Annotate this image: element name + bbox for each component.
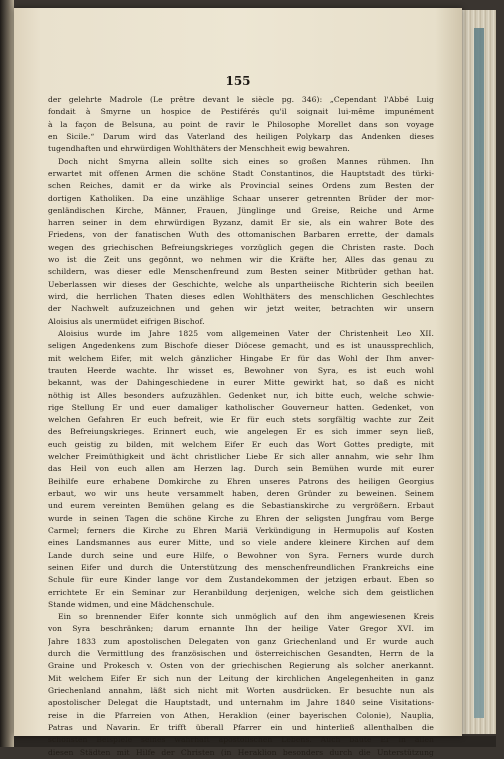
text-line: Lande durch seine und eure Hilfe, o Bewohner von Syra. Ferners wurde durch xyxy=(48,550,434,560)
text-line: welcher Freimüthigkeit und ächt christlicher Liebe Er sich aller annahm, wie sehr Ihm xyxy=(48,452,434,462)
text-line: Schule für eure Kinder lange vor dem Zustandekommen der jetzigen erbaut. Eben so xyxy=(48,575,434,585)
text-line: Carmel; ferners die Kirche zu Ehren Mariä Verkündigung in Hermupolis auf Kosten xyxy=(48,525,434,535)
book-cover-edge xyxy=(474,28,484,718)
text-line: schen Reiches, damit er da wirke als Provincial seines Ordens zum Besten der xyxy=(48,181,434,191)
text-line: Friedens, von der fanatischen Wuth des ottomanischen Barbaren errette, der damals xyxy=(48,230,434,240)
text-line: wegen des griechischen Befreiungskrieges vorzüglich gegen die Christen raste. Doch xyxy=(48,242,434,252)
text-line: wurde in seinen Tagen die schöne Kirche zu Ehren der seligsten Jungfrau vom Berge xyxy=(48,513,434,523)
text-line: Graine und Prokesch v. Osten von der griechischen Regierung als solcher anerkannt. xyxy=(48,661,434,671)
text-line: von Syra beschränken; darum ernannte Ihn der heilige Vater Gregor XVI. im xyxy=(48,624,434,634)
text-line: Aloisius als unermüdet eifrigen Bischof. xyxy=(48,316,205,326)
text-line: Stande widmen, und eine Mädchenschule. xyxy=(48,599,215,609)
text-line: Aloisius wurde im Jahre 1825 vom allgemeinen Vater der Christenheit Leo XII. xyxy=(58,328,434,338)
text-line: Mit welchem Eifer Er sich nun der Leitung der kirchlichen Angelegenheiten in ganz xyxy=(48,673,434,683)
text-line: welchen Gefahren Er euch befreit, wie Er für euch stets sorgfältig wachte zur Zeit xyxy=(48,415,434,425)
text-line: harren seiner in dem ehrwürdigen Byzanz, damit Er sie, als ein wahrer Bote des xyxy=(48,218,434,228)
text-line: erwartet mit offenen Armen die schöne Stadt Constantinos, die Hauptstadt des türki- xyxy=(48,168,434,178)
text-line: Ein so brennender Eifer konnte sich unmöglich auf den ihm angewiesenen Kreis xyxy=(58,612,434,622)
text-line: à la façon de Belsuna, au point de ravir le Philosophe Morellet dans son voyage xyxy=(48,119,434,129)
text-line: mit welchem Eifer, mit welch gänzlicher Hingabe Er für das Wohl der Ihm anver- xyxy=(48,353,434,363)
text-line: apostolischer Delegat die Hauptstadt, und unternahm im Jahre 1840 seine Visitations- xyxy=(48,698,434,708)
text-line: schildern, was dieser edle Menschenfreund zum Besten seiner Mitbrüder gethan hat. xyxy=(48,267,434,277)
text-line: dortigen Katholiken. Da eine unzählige Schaar unserer getrennten Brüder der mor- xyxy=(48,193,434,203)
text-line: des Befreiungskrieges. Erinnert euch, wie angelegen Er es sich immer seyn ließ, xyxy=(48,427,434,437)
text-line: Griechenland annahm, läßt sich nicht mit Worten ausdrücken. Er besuchte nun als xyxy=(48,686,434,695)
text-line: durch die Vermittlung des französischen und österreichischen Gesandten, Herrn de la xyxy=(48,649,434,659)
text-line: wird, die herrlichen Thaten dieses edlen Wohlthäters des menschlichen Geschlechtes xyxy=(48,292,434,301)
text-line: Beihilfe eure erhabene Domkirche zu Ehren unseres Patrons des heiligen Georgius xyxy=(48,476,434,486)
text-line: fondait à Smyrne un hospice de Pestiférés qu'il soignait lui-même impunément xyxy=(48,107,434,117)
text-line: genländischen Kirche, Männer, Frauen, Jünglinge und Greise, Reiche und Arme xyxy=(48,205,434,215)
text-line: rige Stellung Er und euer damaliger katholischer Gouverneur hatten. Gedenket, von xyxy=(48,402,434,412)
text-line: reise in die Pfarreien von Athen, Heraklion (einer bayerischen Colonie), Nauplia, xyxy=(48,710,434,720)
text-line: Ueberlassen wir dieses der Geschichte, welche als unpartheiische Richterin sich beeilen xyxy=(48,279,434,289)
text-line: erbaut, wo wir uns heute versammelt haben, deren Gründer zu beweinen. Seinem xyxy=(48,489,434,498)
book-page xyxy=(14,8,462,757)
body-text xyxy=(48,94,434,759)
text-line: seinen Eifer und durch die Unterstützung des menschenfreundlichen Frankreichs eine xyxy=(48,562,434,572)
text-line: schönsten Beispiele seines wahrhaft apostolischen Lebens. Auch baute Er in allen xyxy=(48,735,434,745)
facing-page-edge xyxy=(0,0,14,747)
text-line: Patras und Navarin. Er trifft überall Pfarrer ein und hinterließ allenthalben die xyxy=(48,722,434,732)
text-line: euch geistig zu bilden, mit welchem Eifer Er euch das Wort Gottes predigte, mit xyxy=(48,439,434,449)
text-line: und eurem vereinten Bemühen gelang es die Sebastianskirche zu vergrößern. Erbaut xyxy=(48,501,434,511)
text-line: en Sicile.“ Darum wird das Vaterland des heiligen Polykarp das Andenken dieses xyxy=(48,131,434,141)
text-line: nöthig ist Alles besonders aufzuzählen. Gedenket nur, ich bitte euch, welche schwie- xyxy=(48,390,434,400)
text-line: wo ist die Zeit uns gegönnt, wo nehmen wir die Kräfte her, Alles das genau zu xyxy=(48,255,434,265)
text-line: Jahre 1833 zum apostolischen Delegaten von ganz Griechenland und Er wurde auch xyxy=(48,636,434,646)
text-line: bekannt, was der Dahingeschiedene in eurer Mitte gewirkt hat, so daß es nicht xyxy=(48,378,434,388)
text-line: trauten Heerde wachte. Ihr wisset es, Bewohner von Syra, es ist euch wohl xyxy=(48,365,434,375)
text-line: diesen Städten mit Hilfe der Christen (in Heraklion besonders durch die Unterstützung xyxy=(48,747,434,757)
text-line: eines Landsmannes aus eurer Mitte, und so viele andere kleinere Kirchen auf dem xyxy=(48,538,434,548)
text-line: seligen Angedenkens zum Bischofe dieser Diöcese gemacht, und es ist unaussprechlich, xyxy=(48,341,434,351)
page-number: 155 xyxy=(225,74,251,88)
text-line: der gelehrte Madrole (Le prêtre devant le siècle pg. 346): „Cependant l'Abbé Luig xyxy=(48,95,434,104)
text-line: tugendhaften und ehrwürdigen Wohlthäters der Menschheit ewig bewahren. xyxy=(48,144,350,154)
text-line: der Nachwelt aufzuzeichnen und gehen wir jetzt weiter, betrachten wir unsern xyxy=(48,304,434,314)
text-line: das Heil von euch allen am Herzen lag. Durch sein Bemühen wurde mit eurer xyxy=(48,464,434,474)
text-line: errichtete Er ein Seminar zur Heranbildung derjenigen, welche sich dem geistlichen xyxy=(48,587,434,597)
text-line: Doch nicht Smyrna allein sollte sich eines so großen Mannes rühmen. Ihn xyxy=(58,156,434,166)
